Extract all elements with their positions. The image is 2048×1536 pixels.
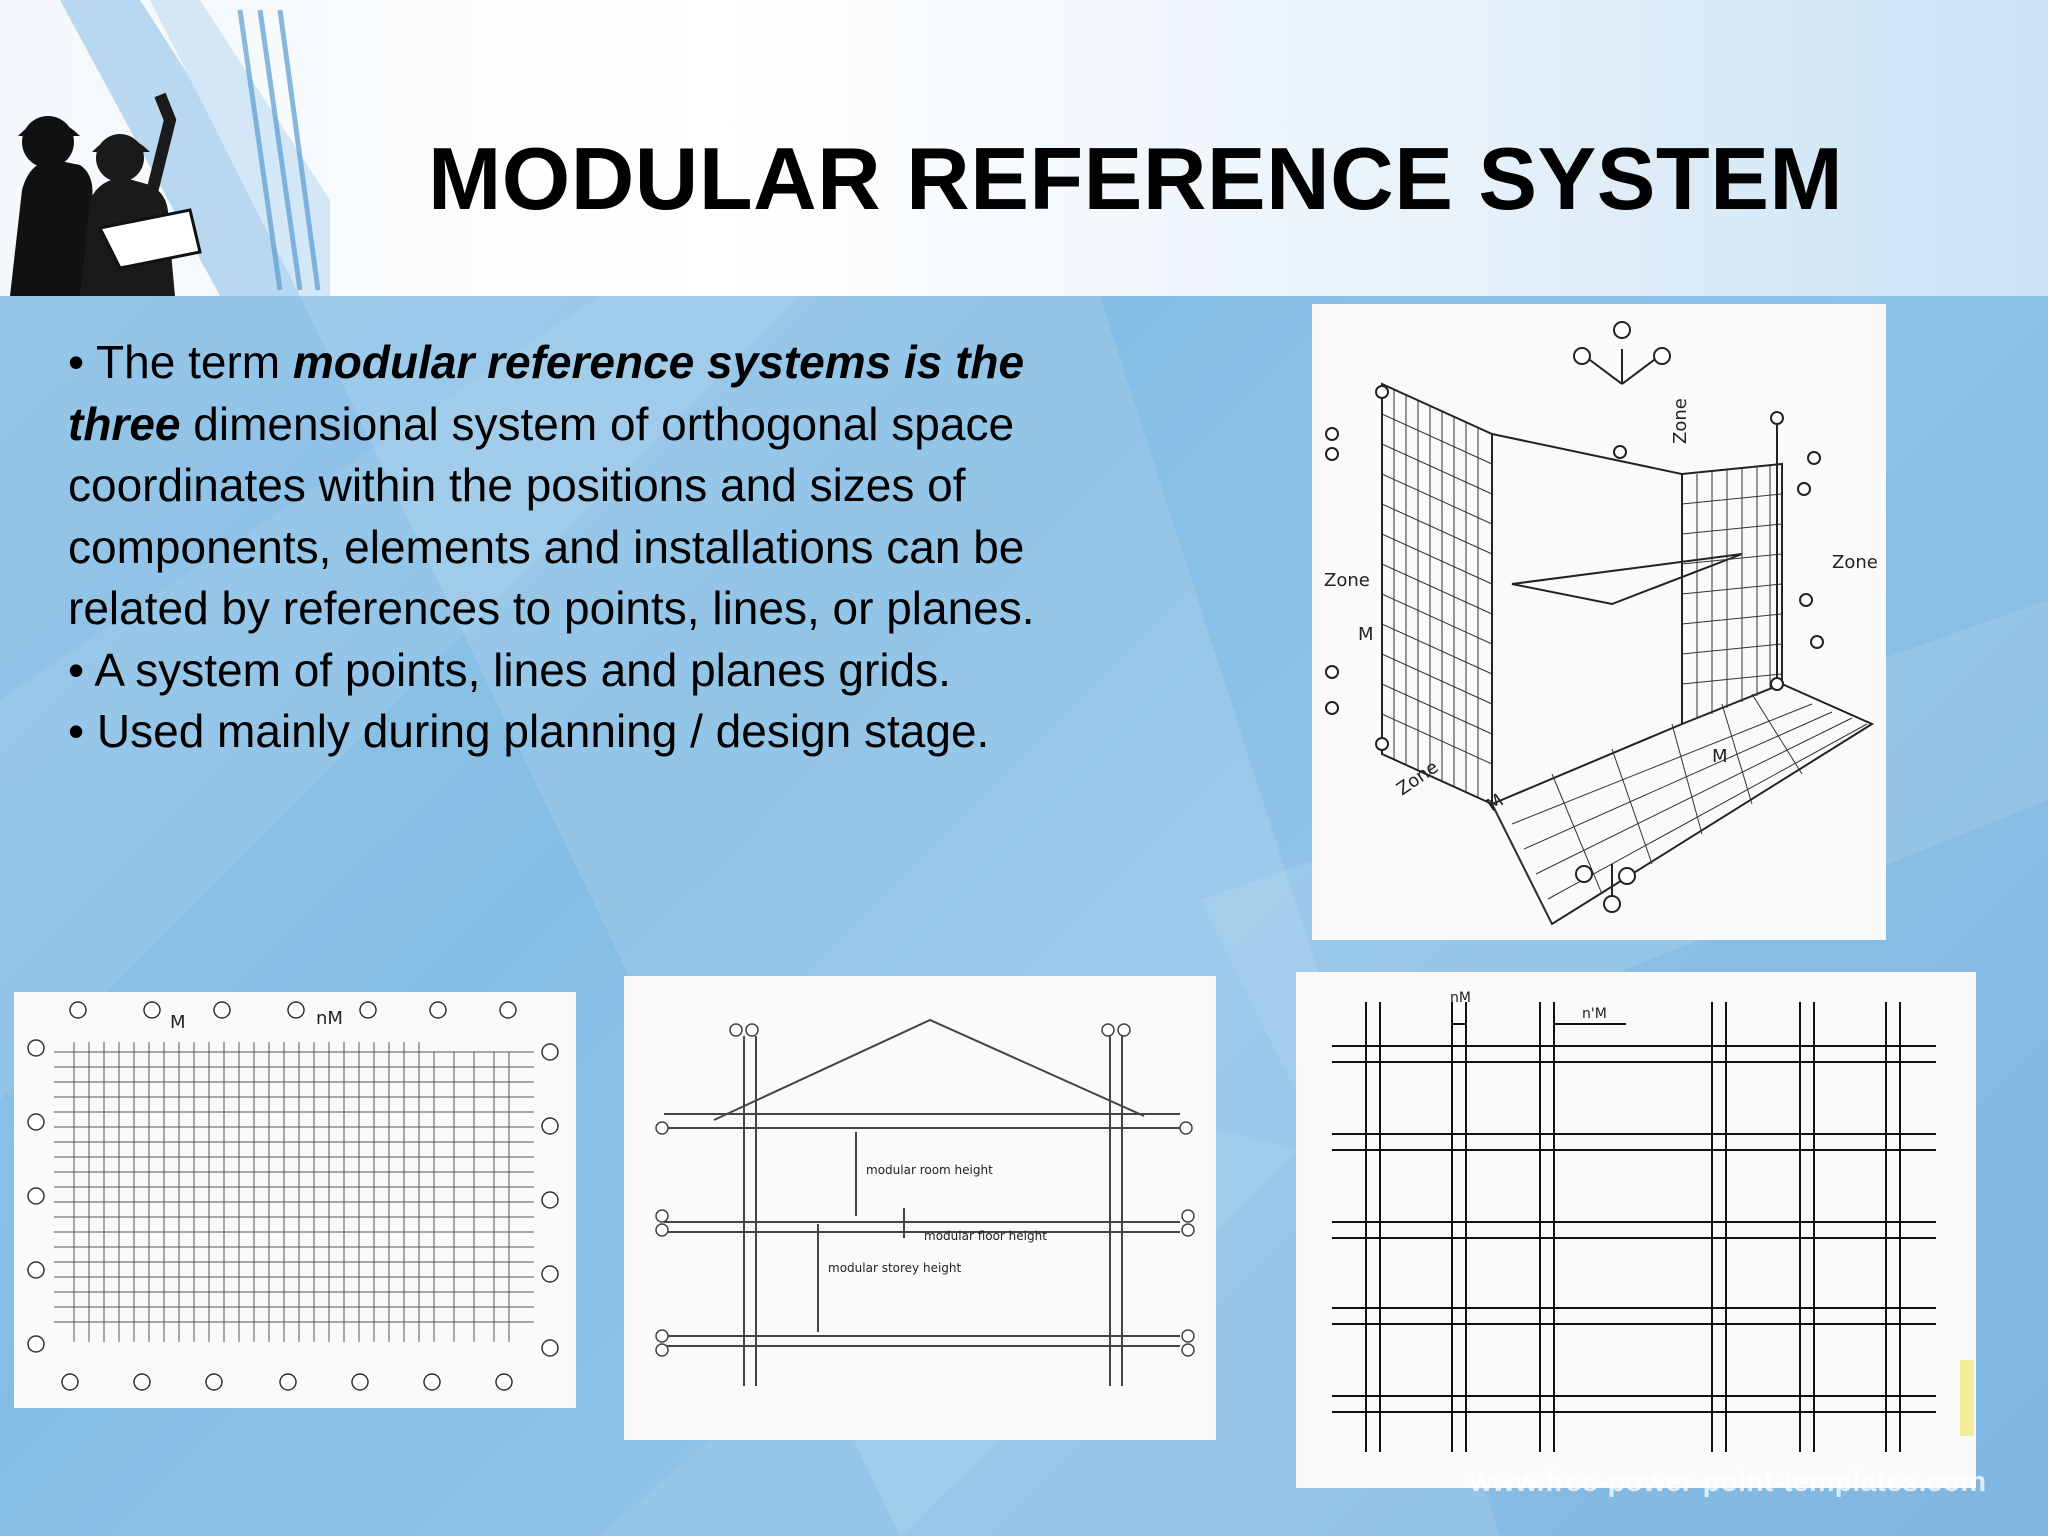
figure-3d-reference-system xyxy=(1312,304,1886,940)
3d-zone-label-top: Zone xyxy=(1670,398,1691,444)
construction-workers-icon xyxy=(0,0,330,296)
3d-module-label-floor: M xyxy=(1482,789,1508,817)
3d-module-label-left: M xyxy=(1358,624,1374,645)
plan-module-label: M xyxy=(170,1012,186,1033)
3d-module-label-right: M xyxy=(1712,746,1728,767)
line-grid-module-label: nM xyxy=(1450,990,1471,1006)
3d-zone-label-right: Zone xyxy=(1832,552,1878,573)
footer-url: www.free-power-point-templates.com xyxy=(1470,1466,1987,1498)
section-floor-height-label: modular floor height xyxy=(924,1229,1047,1243)
bullet-usage: • Used mainly during planning / design stage. xyxy=(68,705,990,757)
slide-body-text xyxy=(68,332,1078,763)
bullet-definition-emphasis: modular reference systems is the three xyxy=(68,336,1025,450)
bullet-definition xyxy=(68,332,1078,640)
slide-header xyxy=(0,0,2048,296)
3d-zone-label-left: Zone xyxy=(1324,570,1370,591)
plan-multi-module-label: nM xyxy=(316,1008,343,1029)
figure-building-section xyxy=(624,976,1216,1440)
3d-zone-label-floor: Zone xyxy=(1392,756,1443,801)
bullet-definition-prefix: • The term xyxy=(68,336,293,388)
section-storey-height-label: modular storey height xyxy=(828,1261,962,1275)
figure-line-grid xyxy=(1296,972,1976,1488)
figure-plan-grid xyxy=(14,992,576,1408)
bullet-definition-suffix: dimensional system of orthogonal space coordinates within the positions and sizes of components, elements and installations can be related by references to points, lines, or planes. xyxy=(68,397,1035,634)
line-grid-multi-module-label: n'M xyxy=(1582,1006,1607,1022)
section-room-height-label: modular room height xyxy=(866,1163,993,1177)
slide-title: MODULAR REFERENCE SYSTEM xyxy=(428,129,1844,228)
bullet-grid-system: • A system of points, lines and planes grids. xyxy=(68,643,951,696)
